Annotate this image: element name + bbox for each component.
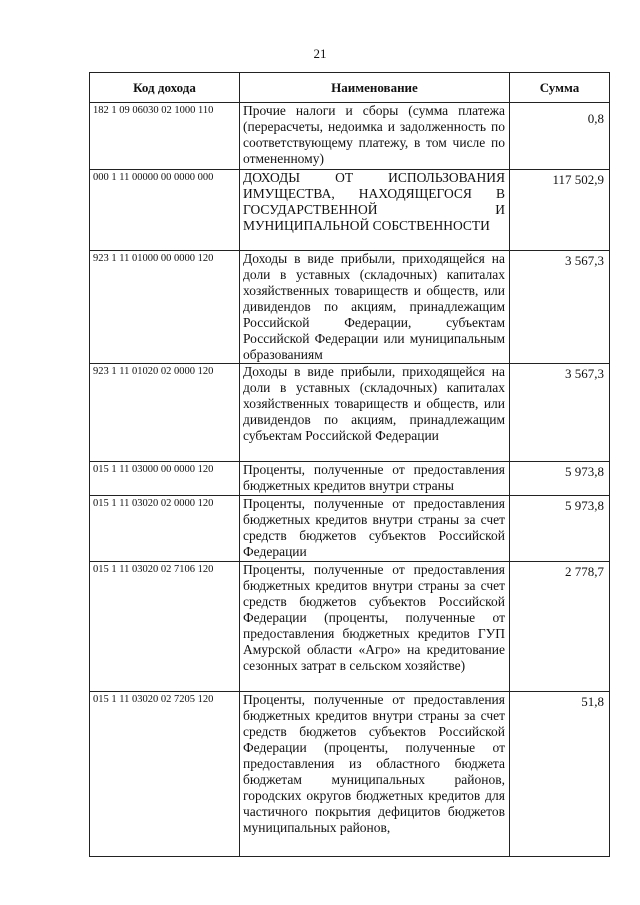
income-code: 182 1 09 06030 02 1000 110: [90, 103, 240, 170]
income-name: Проценты, полученные от предоставления бюджетных кредитов внутри страны: [240, 462, 510, 496]
income-code: 000 1 11 00000 00 0000 000: [90, 170, 240, 251]
income-code: 015 1 11 03020 02 0000 120: [90, 496, 240, 562]
income-code: 015 1 11 03020 02 7205 120: [90, 692, 240, 857]
income-sum: 3 567,3: [510, 251, 610, 364]
income-sum: 3 567,3: [510, 364, 610, 462]
table-row: [90, 103, 610, 170]
page-number: 21: [313, 46, 327, 61]
income-sum: 117 502,9: [510, 170, 610, 251]
table-row: [90, 170, 610, 251]
table-row: [90, 562, 610, 692]
table-header-row: [90, 73, 610, 103]
income-name: Проценты, полученные от предоставления бюджетных кредитов внутри страны за счет средств бюджетов субъектов Российской Федерации (проценты, полученные от предоставления бюджетных кредитов ГУП Амурской области «Агро» на кредитование сезонных затрат в сельском хозяйстве): [240, 562, 510, 692]
income-code: 015 1 11 03020 02 7106 120: [90, 562, 240, 692]
income-name: Доходы в виде прибыли, приходящейся на доли в уставных (складочных) капиталах хозяйственных товариществ и обществ, или дивидендов по акциям, принадлежащим Российской Федерации, субъектам Российской Федерации или муниципальным образованиям: [240, 251, 510, 364]
header-name: Наименование: [240, 73, 510, 103]
income-name: ДОХОДЫ ОТ ИСПОЛЬЗОВАНИЯ ИМУЩЕСТВА, НАХОДЯЩЕГОСЯ В ГОСУДАРСТВЕННОЙ И МУНИЦИПАЛЬНОЙ СОБСТВЕННОСТИ: [240, 170, 510, 251]
table-row: [90, 496, 610, 562]
header-code: Код дохода: [90, 73, 240, 103]
income-sum: 5 973,8: [510, 496, 610, 562]
income-code: 923 1 11 01000 00 0000 120: [90, 251, 240, 364]
income-name: Проценты, полученные от предоставления бюджетных кредитов внутри страны за счет средств бюджетов субъектов Российской Федерации: [240, 496, 510, 562]
income-sum: 2 778,7: [510, 562, 610, 692]
income-name: Проценты, полученные от предоставления бюджетных кредитов внутри страны за счет средств бюджетов субъектов Российской Федерации (проценты, полученные от предоставления из областного бюджета бюджетам муниципальных районов, городских округов бюджетных кредитов для частичного покрытия дефицитов бюджетов муниципальных районов,: [240, 692, 510, 857]
table-row: [90, 692, 610, 857]
income-code: 015 1 11 03000 00 0000 120: [90, 462, 240, 496]
table-row: [90, 364, 610, 462]
income-code: 923 1 11 01020 02 0000 120: [90, 364, 240, 462]
header-sum: Сумма: [510, 73, 610, 103]
income-sum: 0,8: [510, 103, 610, 170]
table-row: [90, 251, 610, 364]
income-sum: 5 973,8: [510, 462, 610, 496]
income-name: Доходы в виде прибыли, приходящейся на доли в уставных (складочных) капиталах хозяйственных товариществ и обществ, или дивидендов по акциям, принадлежащим субъектам Российской Федерации: [240, 364, 510, 462]
income-name: Прочие налоги и сборы (сумма платежа (перерасчеты, недоимка и задолженность по соответствующему платежу, в том числе по отмененному): [240, 103, 510, 170]
table-row: [90, 462, 610, 496]
income-table: [89, 72, 610, 857]
income-sum: 51,8: [510, 692, 610, 857]
